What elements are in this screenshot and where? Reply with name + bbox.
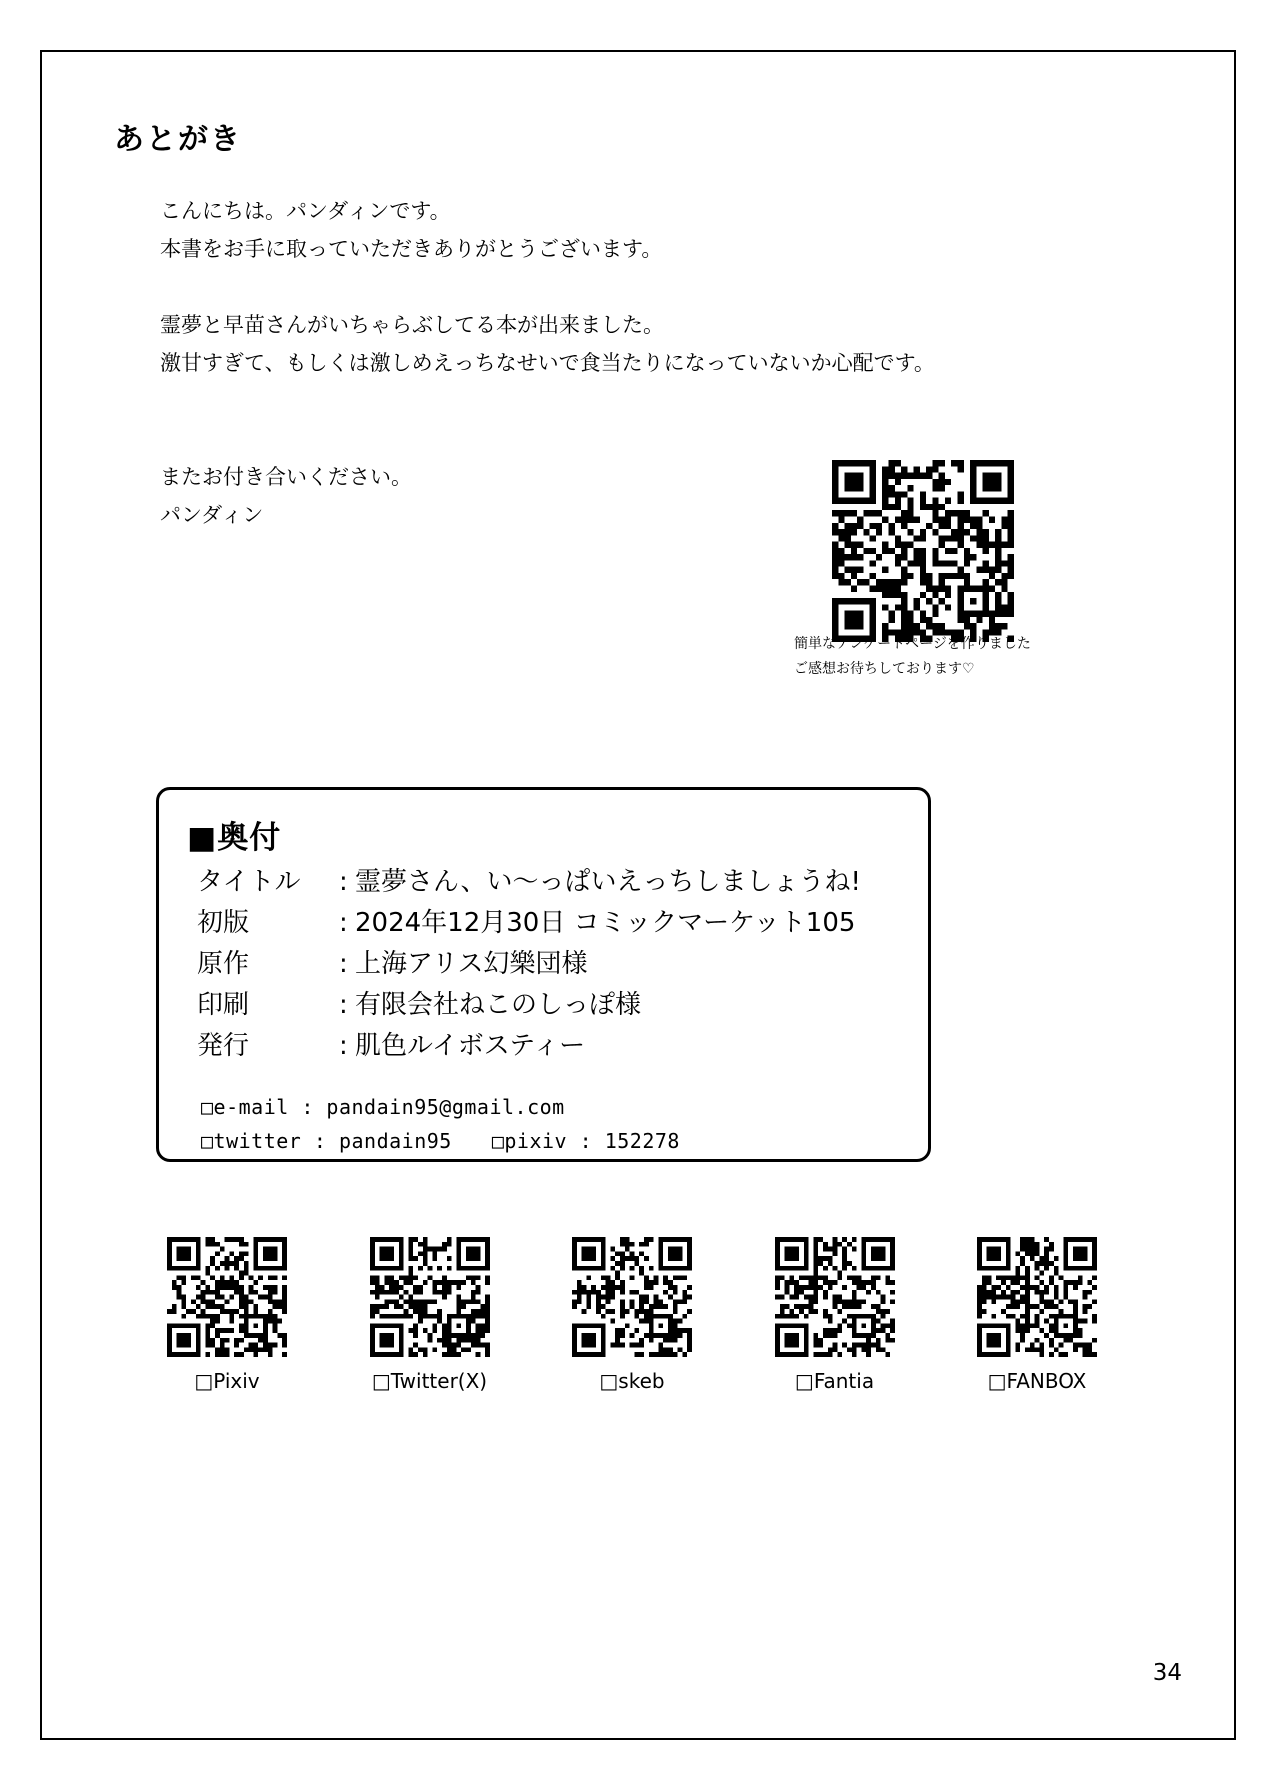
- colophon-rows: [197, 862, 917, 1067]
- colophon-row: [197, 1026, 917, 1067]
- social-label: □Fantia: [794, 1369, 875, 1393]
- colophon-row: [197, 985, 917, 1026]
- afterword-line-2: 本書をお手に取っていただきありがとうございます。: [160, 237, 663, 261]
- colophon-separator: :: [339, 867, 348, 897]
- social-label: □FANBOX: [987, 1369, 1087, 1393]
- contact-email[interactable]: □e-mail : pandain95@gmail.com: [201, 1095, 565, 1119]
- colophon-label: 印刷: [197, 990, 250, 1020]
- afterword-line-3: 霊夢と早苗さんがいちゃらぶしてる本が出来ました。: [160, 313, 664, 337]
- qr-code-icon: [832, 460, 1014, 642]
- colophon-contacts: [201, 1090, 680, 1158]
- page-number: 34: [1152, 1660, 1182, 1686]
- page-title: あとがき: [114, 122, 242, 157]
- colophon-value: 2024年12月30日 コミックマーケット105: [355, 908, 856, 938]
- colophon-separator: :: [339, 949, 348, 979]
- qr-code-icon: [775, 1237, 895, 1357]
- afterword-line-4: 激甘すぎて、もしくは激しめえっちなせいで食当たりになっていないか心配です。: [160, 351, 935, 375]
- contact-social-row: [201, 1124, 680, 1158]
- colophon-label: 発行: [197, 1031, 250, 1061]
- colophon-row: [197, 903, 917, 944]
- colophon-label: タイトル: [197, 867, 301, 897]
- social-label: □Twitter(X): [371, 1369, 488, 1393]
- colophon-label: 原作: [197, 949, 250, 979]
- qr-code-icon: [572, 1237, 692, 1357]
- contact-pixiv[interactable]: □pixiv : 152278: [491, 1129, 680, 1153]
- colophon-value: 有限会社ねこのしっぽ様: [355, 990, 642, 1020]
- colophon-value: 上海アリス幻樂団様: [355, 949, 588, 979]
- colophon-row: [197, 944, 917, 985]
- colophon-separator: :: [339, 990, 348, 1020]
- qr-code-icon: [977, 1237, 1097, 1357]
- afterword-line-1: こんにちは。パンダィンです。: [160, 199, 451, 223]
- social-qr-row: [152, 1237, 1112, 1393]
- social-label: □Pixiv: [194, 1369, 260, 1393]
- contact-twitter[interactable]: □twitter : pandain95: [201, 1129, 452, 1153]
- social-link-twitter[interactable]: [355, 1237, 505, 1393]
- qr-code-icon: [167, 1237, 287, 1357]
- colophon-separator: :: [339, 908, 348, 938]
- afterword-line-5: またお付き合いください。: [160, 465, 412, 489]
- qr-code-icon: [370, 1237, 490, 1357]
- survey-caption-line-1: 簡単なアンケートページを作りました: [794, 636, 1031, 652]
- social-label: □skeb: [599, 1369, 665, 1393]
- social-link-skeb[interactable]: [557, 1237, 707, 1393]
- colophon-separator: :: [339, 1031, 348, 1061]
- social-link-fanbox[interactable]: [962, 1237, 1112, 1393]
- social-link-pixiv[interactable]: [152, 1237, 302, 1393]
- afterword-signature: パンダィン: [160, 503, 264, 527]
- colophon-label: 初版: [197, 908, 250, 938]
- survey-qr-caption: [794, 632, 1074, 682]
- page-frame: [40, 50, 1236, 1740]
- colophon-heading: ■奥付: [187, 820, 282, 856]
- colophon-row: [197, 862, 917, 903]
- social-link-fantia[interactable]: [760, 1237, 910, 1393]
- survey-caption-line-2: ご感想お待ちしております♡: [794, 661, 975, 677]
- survey-qr-code-icon[interactable]: [832, 460, 1014, 642]
- colophon-value: 肌色ルイボスティー: [355, 1031, 586, 1061]
- colophon-box: [156, 787, 931, 1162]
- colophon-value: 霊夢さん、い〜っぱいえっちしましょうね!: [355, 867, 861, 897]
